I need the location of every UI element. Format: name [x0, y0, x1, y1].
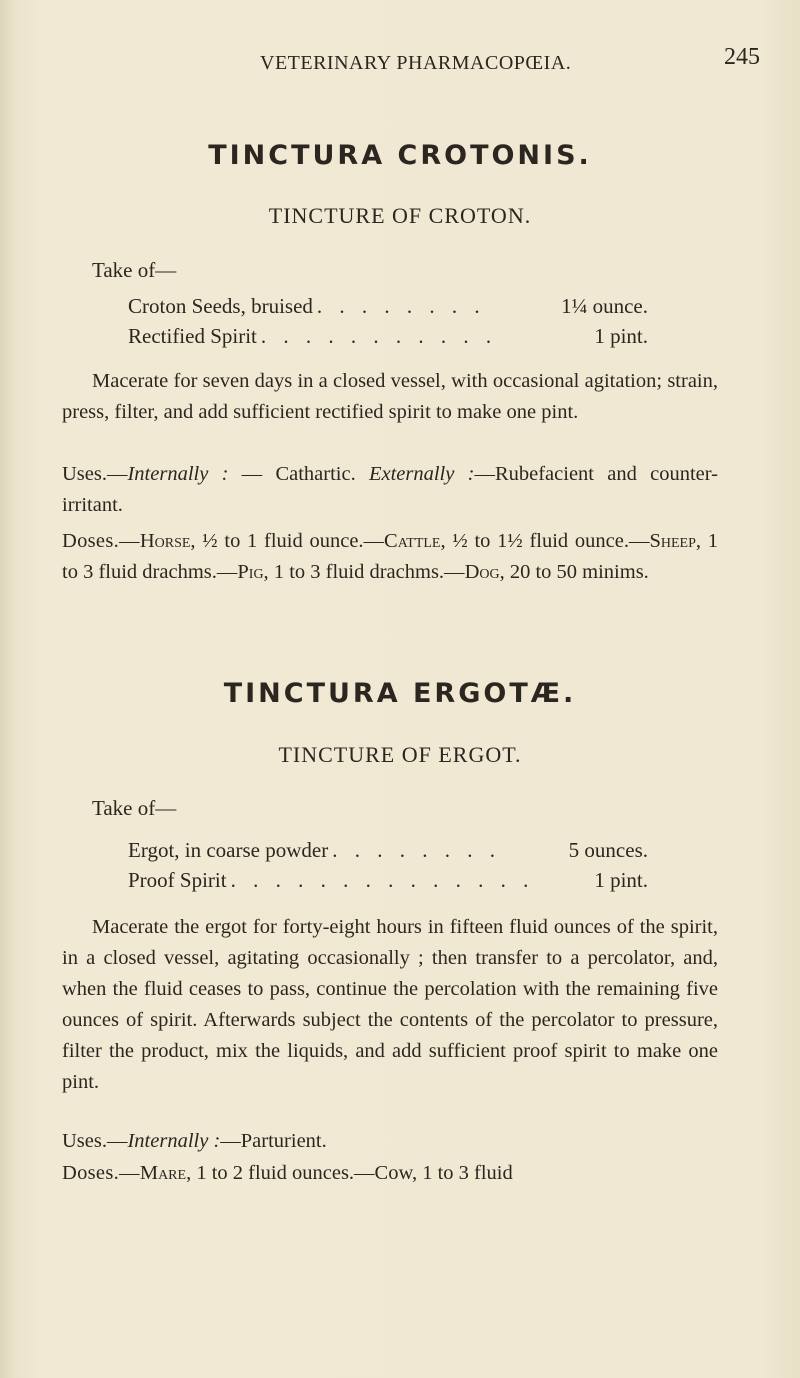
- sheep-dose: 1 to 3 fluid drachms.—: [62, 530, 718, 583]
- ingredient-quantity: 1¼ ounce.: [561, 294, 648, 318]
- section-subtitle-croton: TINCTURE OF CROTON.: [268, 203, 532, 228]
- internally-label: Internally :: [127, 1130, 221, 1152]
- doses-paragraph: [62, 526, 718, 588]
- page-number: 245: [724, 44, 760, 70]
- ingredient-row: [128, 838, 648, 863]
- ingredient-quantity: 1 pint.: [594, 324, 648, 348]
- ingredient-quantity: 1 pint.: [594, 868, 648, 892]
- leader-dots: . . . . . . . . . . . . . .: [230, 868, 535, 892]
- section-title-ergotae: TINCTURA ERGOTÆ.: [223, 678, 577, 709]
- leader-dots: . . . . . . . .: [332, 838, 501, 862]
- uses-paragraph: [62, 1126, 718, 1157]
- leader-dots: . . . . . . . . . . .: [260, 324, 498, 348]
- sheep-label: Sheep,: [649, 530, 702, 552]
- dog-label: Dog,: [464, 561, 505, 583]
- cattle-label: Cattle,: [384, 530, 446, 552]
- ingredient-quantity: 5 ounces.: [568, 838, 648, 862]
- ingredient-row: [128, 868, 648, 893]
- ingredient-name: Ergot, in coarse powder: [128, 838, 329, 862]
- leader-dots: . . . . . . . .: [316, 294, 486, 318]
- ingredient-name: Croton Seeds, bruised: [128, 294, 313, 318]
- doses-paragraph: [62, 1158, 718, 1189]
- doses-label: Doses.—: [62, 530, 140, 552]
- doses-label: Doses.—: [62, 1162, 140, 1184]
- uses-label: Uses.—: [62, 463, 128, 485]
- cattle-dose: ½ to 1½ fluid ounce.—: [445, 530, 650, 552]
- pig-label: Pig,: [237, 561, 269, 583]
- take-of-label: Take of—: [92, 796, 177, 820]
- uses-label: Uses.—: [62, 1130, 128, 1152]
- section-subtitle-ergot: TINCTURE OF ERGOT.: [278, 742, 522, 767]
- section-title-crotonis: TINCTURA CROTONIS.: [208, 140, 592, 171]
- method-paragraph: Macerate for seven days in a closed vessel, with occasional agitation; strain, press, filter, and add sufficient rectified spirit to make one pint.: [62, 370, 718, 423]
- running-header: VETERINARY PHARMACOPŒIA.: [260, 52, 572, 74]
- horse-dose: ½ to 1 fluid ounce.—: [195, 530, 385, 552]
- mare-dose: 1 to 2 fluid ounces.—Cow, 1 to 3 fluid: [191, 1162, 513, 1184]
- pig-dose: 1 to 3 fluid drachms.—: [268, 561, 465, 583]
- mare-label: Mare,: [139, 1162, 192, 1184]
- internally-label: Internally :: [127, 463, 229, 485]
- ingredient-name: Proof Spirit: [128, 868, 227, 892]
- take-of-label: Take of—: [92, 258, 177, 282]
- external-use: —Rubefacient and counter-irritant.: [62, 463, 718, 516]
- method-paragraph: Macerate the ergot for forty-eight hours in fifteen fluid ounces of the spirit, in a closed vessel, agitating occasionally ; then transfer to a percolator, and, when the fluid ceases to pass, continue the percolation with the remaining five ounces of spirit. Afterwards subject the contents of the percolator to pressure, filter the product, mix the liquids, and add sufficient proof spirit to make one pint.: [62, 916, 718, 1093]
- ingredient-name: Rectified Spirit: [128, 324, 257, 348]
- ingredient-row: [128, 294, 648, 319]
- horse-label: Horse,: [139, 530, 196, 552]
- uses-paragraph: [62, 459, 718, 521]
- internal-use: — Cathartic.: [228, 463, 369, 485]
- dog-dose: 20 to 50 minims.: [504, 561, 649, 583]
- internal-use: —Parturient.: [220, 1130, 327, 1152]
- externally-label: Externally :: [368, 463, 475, 485]
- ingredient-row: [128, 324, 648, 349]
